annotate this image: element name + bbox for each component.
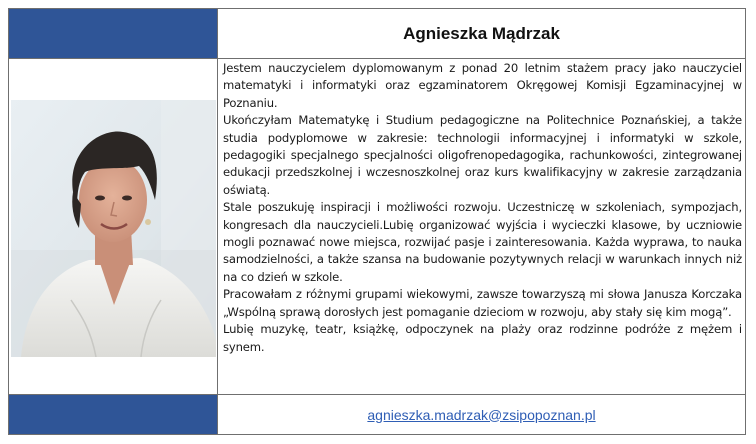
header-accent-cell — [9, 9, 218, 58]
email-cell — [218, 395, 745, 434]
photo-cell — [9, 59, 218, 394]
bio-paragraph: Ukończyłam Matematykę i Studium pedagogiczne na Politechnice Poznańskiej, a także studia podyplomowe w zakresie: technologii informacyjnej i informatyki w szkole, pedagogiki specjalnego specjalności oligofrenopedagogika, rachunkowości, zintegrowanej edukacji przedszkolnej i wczesnoszkolnej oraz kurs kwalifikacyjny w zakresie zarządzania oświatą. — [223, 113, 742, 197]
bio-paragraph: Lubię muzykę, teatr, książkę, odpoczynek na plaży oraz rodzinne podróże z mężem i synem. — [223, 322, 742, 354]
email-link[interactable]: agnieszka.madrzak@zsipopoznan.pl — [367, 406, 596, 423]
teacher-photo — [11, 100, 216, 357]
footer-row — [9, 395, 745, 434]
teacher-name: Agnieszka Mądrzak — [403, 23, 560, 43]
bio-text — [218, 59, 745, 394]
profile-card — [8, 8, 746, 435]
header-row — [9, 9, 745, 59]
content-row — [9, 59, 745, 395]
bio-paragraph: Stale poszukuję inspiracji i możliwości rozwoju. Uczestniczę w szkoleniach, sympozjach, kongresach dla nauczycieli.Lubię organizować wyjścia i wycieczki klasowe, by uczniowie mogli poznawać nowe miejsca, rozwijać pasje i zainteresowania. Każda wyprawa, to nauka samodzielności, a także szansa na budowanie pozytywnych relacji w warunkach innych niż na co dzień w szkole. — [223, 200, 742, 284]
bio-paragraph: Jestem nauczycielem dyplomowanym z ponad 20 letnim stażem pracy jako nauczyciel matematyki i informatyki oraz egzaminatorem Okręgowej Komisji Egzaminacyjnej w Poznaniu. — [223, 61, 742, 110]
bio-paragraph: Pracowałam z różnymi grupami wiekowymi, zawsze towarzyszą mi słowa Janusza Korczaka „Wspólną sprawą dorosłych jest pomaganie dzieciom w rozwoju, aby stały się kim mogą”. — [223, 287, 742, 319]
footer-accent-cell — [9, 395, 218, 434]
